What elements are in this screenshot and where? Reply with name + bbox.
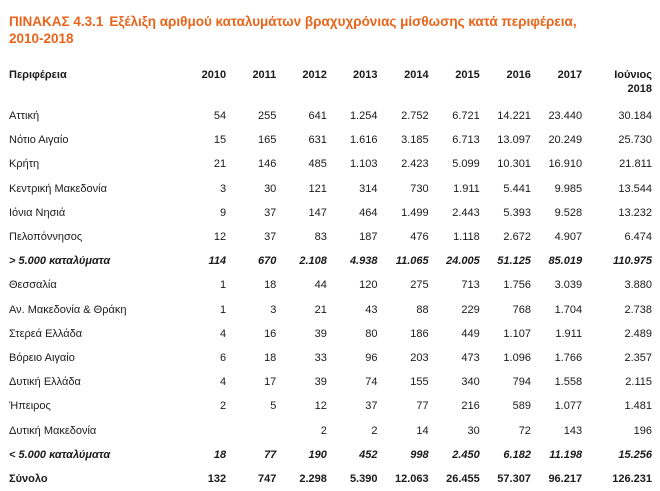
value-cell: 2.738 (624, 303, 652, 316)
value-cell: 275 (410, 279, 429, 292)
value-cell: 473 (461, 351, 480, 364)
value-cell: 155 (410, 376, 429, 389)
region-cell: Σύνολο (9, 472, 48, 485)
value-cell: 476 (410, 231, 429, 244)
value-cell: 6.721 (452, 110, 480, 123)
value-cell: 1.766 (554, 351, 583, 364)
region-cell: Νότιο Αιγαίο (9, 134, 69, 147)
value-cell: 1.254 (349, 110, 378, 123)
value-cell: 5.099 (452, 158, 480, 171)
table-row (9, 346, 652, 370)
region-cell: Αττική (9, 110, 40, 123)
value-cell: 4.938 (349, 255, 378, 268)
value-cell: 670 (257, 255, 277, 268)
table-row (9, 322, 652, 346)
table-row (9, 249, 652, 273)
region-cell: < 5.000 καταλύματα (9, 448, 111, 461)
table-row (9, 177, 652, 201)
table-title (9, 13, 649, 47)
table-row (9, 128, 652, 152)
value-cell: 1.096 (503, 351, 531, 364)
value-cell: 16.910 (548, 158, 583, 171)
value-cell: 14.221 (497, 110, 531, 123)
value-cell: 165 (257, 134, 277, 147)
value-cell: 23.440 (548, 110, 583, 123)
value-cell: 16 (264, 327, 277, 340)
value-cell: 794 (512, 376, 531, 389)
value-cell: 3.039 (554, 279, 583, 292)
title-line1: Εξέλιξη αριθμού καταλυμάτων βραχυχρόνιας μίσθωσης κατά περιφέρεια, (109, 14, 577, 29)
accommodation-table (9, 66, 652, 491)
value-cell: 5 (270, 400, 277, 413)
value-cell: 21 (213, 158, 227, 171)
value-cell: 4 (219, 327, 227, 340)
region-cell: Κεντρική Μακεδονία (9, 182, 107, 195)
value-cell: 747 (257, 472, 277, 485)
region-cell: Ιόνια Νησιά (9, 206, 66, 219)
table-row (9, 443, 652, 467)
value-cell: 452 (359, 448, 378, 461)
value-cell: 39 (314, 327, 327, 340)
value-cell: 2.450 (452, 448, 480, 461)
value-cell: 77 (416, 400, 429, 413)
header-june: Ιούνιος (614, 69, 652, 81)
value-cell: 83 (314, 231, 327, 244)
table-row (9, 152, 652, 176)
header-year: 2010 (201, 69, 227, 81)
value-cell: 641 (308, 110, 327, 123)
region-cell: > 5.000 καταλύματα (9, 255, 111, 268)
value-cell: 121 (308, 182, 327, 195)
value-cell: 72 (518, 424, 531, 437)
table-row (9, 467, 652, 491)
value-cell: 15 (213, 134, 227, 147)
value-cell: 589 (512, 400, 531, 413)
value-cell: 11.065 (395, 255, 429, 268)
value-cell (176, 418, 226, 442)
value-cell: 216 (461, 400, 480, 413)
header-june-2018 (582, 66, 652, 104)
value-cell: 768 (512, 303, 531, 316)
table-row (9, 298, 652, 322)
value-cell: 43 (365, 303, 378, 316)
value-cell: 464 (359, 206, 378, 219)
region-cell: Θεσσαλία (9, 279, 57, 292)
value-cell: 21 (314, 303, 327, 316)
value-cell: 9 (219, 206, 227, 219)
header-year: 2016 (506, 69, 531, 81)
value-cell: 13.544 (618, 182, 652, 195)
value-cell: 2.672 (503, 231, 531, 244)
value-cell: 5.441 (503, 182, 531, 195)
value-cell: 12.063 (394, 472, 429, 485)
table-row (9, 201, 652, 225)
value-cell: 1.558 (554, 376, 583, 389)
value-cell: 2 (219, 400, 227, 413)
value-cell: 132 (207, 472, 227, 485)
region-cell: Ήπειρος (9, 400, 51, 413)
table-row (9, 273, 652, 297)
value-cell: 147 (308, 206, 327, 219)
table-row (9, 225, 652, 249)
value-cell: 39 (314, 376, 327, 389)
value-cell: 25.730 (618, 134, 652, 147)
value-cell: 713 (461, 279, 480, 292)
value-cell: 6.474 (624, 231, 652, 244)
header-year: 2011 (252, 69, 277, 81)
region-cell: Δυτική Ελλάδα (9, 376, 81, 389)
region-cell: Στερεά Ελλάδα (9, 327, 83, 340)
value-cell: 730 (410, 182, 429, 195)
value-cell: 1.103 (349, 158, 378, 171)
value-cell: 3 (219, 182, 227, 195)
value-cell: 15.256 (618, 448, 652, 461)
value-cell: 120 (359, 279, 378, 292)
value-cell: 77 (264, 448, 277, 461)
value-cell: 449 (461, 327, 480, 340)
value-cell: 6.713 (452, 134, 480, 147)
value-cell: 30 (467, 424, 480, 437)
value-cell: 88 (416, 303, 429, 316)
value-cell: 26.455 (446, 472, 480, 485)
value-cell: 6 (219, 351, 227, 364)
value-cell: 1.911 (555, 327, 583, 340)
value-cell: 74 (365, 376, 378, 389)
header-year: 2013 (352, 69, 378, 81)
value-cell: 1.499 (401, 206, 429, 219)
value-cell: 2.752 (401, 110, 429, 123)
value-cell: 17 (264, 376, 277, 389)
value-cell: 85.019 (548, 255, 583, 268)
value-cell: 37 (264, 231, 277, 244)
value-cell: 143 (563, 424, 583, 437)
value-cell: 9.985 (554, 182, 583, 195)
header-2018: 2018 (627, 83, 652, 95)
region-cell: Πελοπόννησος (9, 231, 83, 244)
value-cell: 2.443 (452, 206, 480, 219)
value-cell: 3.185 (401, 134, 429, 147)
region-cell: Κρήτη (9, 158, 40, 171)
value-cell: 20.249 (548, 134, 583, 147)
value-cell: 96 (365, 351, 378, 364)
value-cell: 1.118 (453, 231, 480, 244)
value-cell: 340 (461, 376, 480, 389)
value-cell: 96.217 (548, 472, 583, 485)
value-cell: 203 (410, 351, 429, 364)
value-cell: 1 (219, 303, 227, 316)
value-cell: 2.298 (299, 472, 327, 485)
value-cell: 44 (314, 279, 327, 292)
value-cell: 5.393 (503, 206, 531, 219)
table-row (9, 394, 652, 418)
value-cell: 631 (308, 134, 327, 147)
value-cell: 30 (264, 182, 277, 195)
table-row (9, 370, 652, 394)
value-cell: 126.231 (612, 472, 652, 485)
value-cell: 2.423 (401, 158, 429, 171)
value-cell: 21.811 (619, 158, 652, 171)
region-cell: Αν. Μακεδονία & Θράκη (9, 303, 127, 316)
value-cell: 18 (264, 351, 277, 364)
value-cell: 2 (371, 424, 378, 437)
value-cell: 1.077 (554, 400, 583, 413)
value-cell: 1 (219, 279, 227, 292)
value-cell: 54 (213, 110, 227, 123)
region-cell: Βόρειο Αιγαίο (9, 351, 75, 364)
value-cell: 4.907 (554, 231, 583, 244)
value-cell (226, 418, 276, 442)
value-cell: 5.390 (349, 472, 378, 485)
value-cell: 13.097 (497, 134, 531, 147)
value-cell: 18 (213, 448, 227, 461)
value-cell: 2 (320, 424, 327, 437)
value-cell: 3 (270, 303, 277, 316)
value-cell: 10.301 (497, 158, 531, 171)
value-cell: 37 (365, 400, 378, 413)
value-cell: 1.616 (349, 134, 378, 147)
value-cell: 37 (264, 206, 277, 219)
value-cell: 2.108 (299, 255, 327, 268)
value-cell: 18 (264, 279, 277, 292)
value-cell: 1.704 (554, 303, 583, 316)
header-row (9, 66, 652, 104)
value-cell: 190 (308, 448, 327, 461)
value-cell: 2.357 (624, 351, 652, 364)
value-cell: 33 (314, 351, 327, 364)
header-year: 2014 (404, 69, 429, 81)
value-cell: 24.005 (446, 255, 480, 268)
value-cell: 146 (257, 158, 277, 171)
value-cell: 314 (359, 182, 378, 195)
value-cell: 2.489 (624, 327, 652, 340)
value-cell: 3.880 (624, 279, 652, 292)
value-cell: 30.184 (618, 110, 652, 123)
value-cell: 229 (461, 303, 480, 316)
value-cell: 12 (314, 400, 327, 413)
value-cell: 187 (359, 231, 378, 244)
value-cell: 13.232 (618, 206, 652, 219)
value-cell: 1.481 (624, 400, 652, 413)
value-cell: 11.198 (549, 448, 583, 461)
table-row (9, 104, 652, 128)
value-cell: 485 (308, 158, 327, 171)
value-cell: 51.125 (497, 255, 531, 268)
value-cell: 2.115 (625, 376, 652, 389)
value-cell: 9.528 (554, 206, 583, 219)
value-cell: 196 (633, 424, 652, 437)
value-cell: 1.911 (453, 182, 480, 195)
table-row (9, 418, 652, 442)
value-cell: 1.756 (503, 279, 531, 292)
table-number: ΠΙΝΑΚΑΣ 4.3.1 (9, 14, 104, 29)
value-cell: 14 (416, 424, 429, 437)
title-line2: 2010-2018 (9, 31, 74, 46)
value-cell: 57.307 (497, 472, 531, 485)
region-cell: Δυτική Μακεδονία (9, 424, 97, 437)
value-cell: 12 (213, 231, 227, 244)
value-cell: 114 (208, 255, 227, 268)
value-cell: 998 (410, 448, 429, 461)
value-cell: 186 (410, 327, 429, 340)
value-cell: 6.182 (503, 448, 531, 461)
header-region: Περιφέρεια (9, 69, 67, 81)
value-cell: 255 (257, 110, 277, 123)
header-year: 2017 (557, 69, 583, 81)
header-year: 2015 (455, 69, 480, 81)
value-cell: 80 (365, 327, 378, 340)
header-year: 2012 (302, 69, 327, 81)
value-cell: 110.975 (613, 255, 652, 268)
value-cell: 1.107 (503, 327, 531, 340)
value-cell: 4 (219, 376, 227, 389)
